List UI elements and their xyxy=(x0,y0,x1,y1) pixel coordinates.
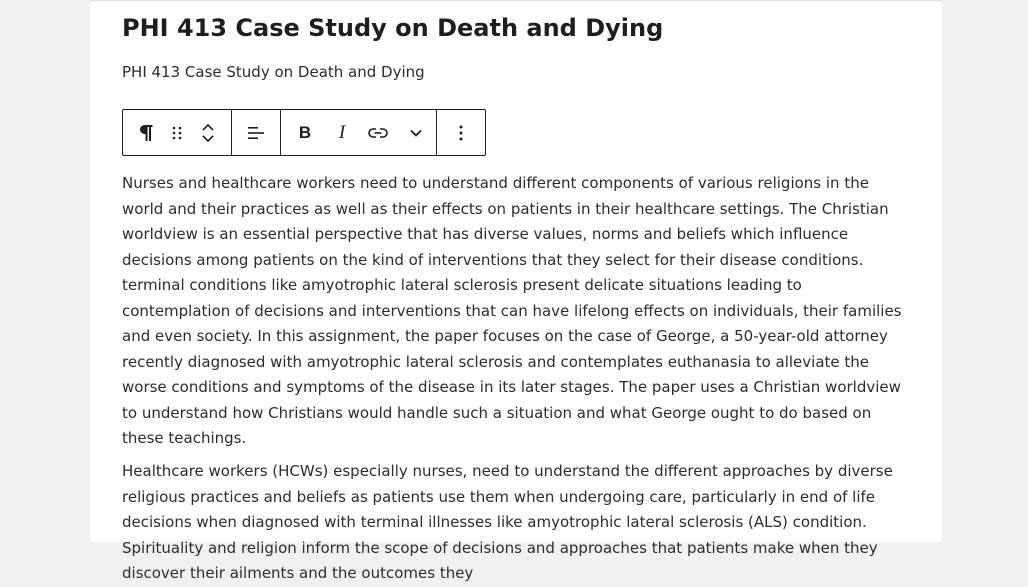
chevron-up-icon xyxy=(201,121,215,133)
align-left-icon xyxy=(247,125,265,141)
more-formats-button[interactable] xyxy=(401,110,431,155)
format-group xyxy=(281,110,437,155)
drag-handle-icon xyxy=(171,124,183,142)
alignment-group xyxy=(232,110,281,155)
paragraph-block-button[interactable] xyxy=(123,110,169,155)
move-buttons xyxy=(184,110,231,155)
link-button[interactable] xyxy=(355,110,401,155)
post-title[interactable]: PHI 413 Case Study on Death and Dying xyxy=(122,14,664,42)
paragraph-block[interactable]: Healthcare workers (HCWs) especially nurses, need to understand the different approaches by diverse religious practices and beliefs as patients use them when undergoing care, particularly in end of life decisions when diagnosed with terminal illnesses like amyotrophic lateral sclerosis (ALS) condition. Spirituality and religion inform the scope of decisions and approaches that patients make when they discover their ailments and the outcomes they xyxy=(122,462,893,582)
italic-label: I xyxy=(338,121,346,143)
options-button[interactable] xyxy=(437,110,485,155)
bold-label: B xyxy=(298,122,312,142)
move-up-button[interactable] xyxy=(201,121,215,133)
link-icon xyxy=(368,126,388,140)
subtitle-paragraph[interactable]: PHI 413 Case Study on Death and Dying xyxy=(122,63,425,81)
align-button[interactable] xyxy=(232,110,280,155)
chevron-down-icon xyxy=(409,128,423,138)
move-down-button[interactable] xyxy=(201,133,215,145)
options-group xyxy=(437,110,485,155)
drag-handle[interactable] xyxy=(169,110,185,155)
paragraph-block[interactable]: Nurses and healthcare workers need to understand different components of various religions in the world and their practices as well as their effects on patients in their healthcare settings. The Christian worldview is an essential perspective that has diverse values, norms and beliefs which influence decisions among patients on the kind of interventions that they select for their disease conditions. terminal conditions like amyotrophic lateral sclerosis present delicate situations leading to contemplation of decisions and interventions that can have lifelong effects on individuals, their families and even society. In this assignment, the paper focuses on the case of George, a 50-year-old attorney recently diagnosed with amyotrophic lateral sclerosis and contemplates euthanasia to alleviate the worse conditions and symptoms of the disease in its later stages. The paper uses a Christian worldview to understand how Christians would handle such a situation and what George ought to do based on these teachings. xyxy=(122,174,902,447)
italic-button[interactable] xyxy=(329,110,355,155)
block-toolbar xyxy=(122,109,486,156)
chevron-down-icon xyxy=(201,133,215,145)
editor-canvas xyxy=(90,0,942,582)
bold-button[interactable] xyxy=(281,110,329,155)
block-controls-group xyxy=(123,110,232,155)
pilcrow-icon xyxy=(138,124,154,142)
vertical-ellipsis-icon xyxy=(458,124,464,142)
